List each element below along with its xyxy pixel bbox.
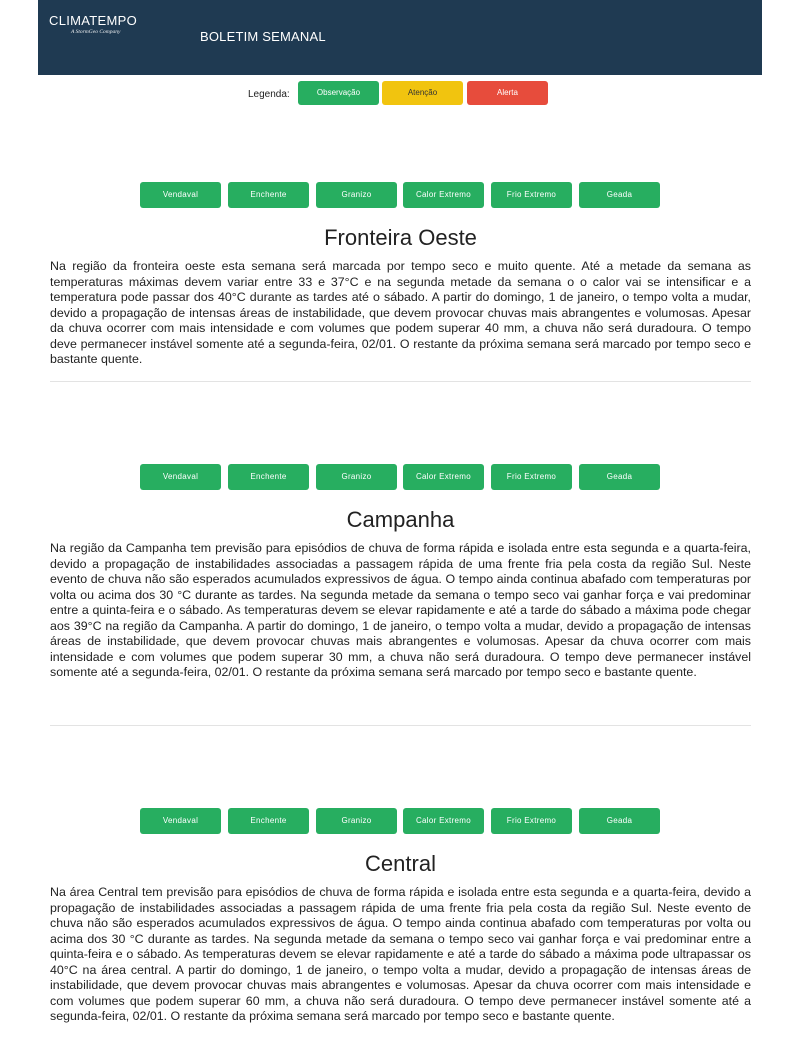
region-text: Na região da fronteira oeste esta semana será marcada por tempo seco e muito quente. Até a metade da semana as temperaturas máximas devem variar entre 33 e 37°C e na segunda metade da semana o o calor vai se intensificar e a temperatura pode passar dos 40°C durante as tardes até o sábado. A partir do domingo, 1 de janeiro, o tempo volta a mudar, devido a propagação de intensas áreas de instabilidade, que devem provocar chuvas mais abrangentes e volumosas. Apesar da chuva ocorrer com mais intensidade e com volumes que podem superar 40 mm, a chuva não será duradoura. O tempo deve permanecer instável somente até a segunda-feira, 02/01. O restante da próxima semana será marcado por tempo seco e bastante quente. xyxy=(50,259,751,366)
logo-text: CLIMATEMPO xyxy=(49,13,137,28)
frio-extremo-button[interactable]: Frio Extremo xyxy=(491,808,572,834)
calor-extremo-button[interactable]: Calor Extremo xyxy=(403,464,484,490)
logo-subtext: A StormGeo Company xyxy=(71,29,121,35)
frio-extremo-button[interactable]: Frio Extremo xyxy=(491,182,572,208)
region-text: Na região da Campanha tem previsão para episódios de chuva de forma rápida e isolada entre esta segunda e a quarta-feira, devido a propagação de instabilidades associadas a passagem rápida de uma frente fria pela costa da região Sul. Neste evento de chuva não são esperados acumulados expressivos de água. O tempo ainda continua abafado com temperaturas por volta ou acima dos 30 °C durante as tardes. Na segunda metade da semana o tempo seco vai ganhar força e vai predominar entre a quinta-feira e o sábado. As temperaturas devem se elevar rapidamente e até a tarde do sábado a máxima pode chegar aos 39°C na região da Campanha. A partir do domingo, 1 de janeiro, o tempo volta a mudar, devido a propagação de intensas áreas de instabilidade, que devem provocar chuvas mais abrangentes e volumosas. Apesar da chuva ocorrer com mais intensidade e com volumes que podem superar 30 mm, a chuva não será duradoura. O tempo deve permanecer instável somente até a segunda-feira, 02/01. O restante da próxima semana será marcado por tempo seco e bastante quente. xyxy=(50,541,751,679)
enchente-button[interactable]: Enchente xyxy=(228,464,309,490)
legend xyxy=(0,81,801,105)
climatempo-logo[interactable] xyxy=(49,14,137,35)
frio-extremo-button[interactable]: Frio Extremo xyxy=(491,464,572,490)
legend-label: Legenda: xyxy=(248,89,290,100)
page-title: BOLETIM SEMANAL xyxy=(200,29,326,44)
vendaval-button[interactable]: Vendaval xyxy=(140,464,221,490)
section-divider xyxy=(50,381,751,382)
region-title: Campanha xyxy=(346,507,455,532)
legend-atencao-badge: Atenção xyxy=(382,81,463,105)
page-header xyxy=(38,0,762,75)
hazard-button-row xyxy=(140,464,660,490)
hazard-button-row xyxy=(140,182,660,208)
geada-button[interactable]: Geada xyxy=(579,464,660,490)
granizo-button[interactable]: Granizo xyxy=(316,808,397,834)
geada-button[interactable]: Geada xyxy=(579,808,660,834)
legend-alerta-badge: Alerta xyxy=(467,81,548,105)
region-text: Na área Central tem previsão para episódios de chuva de forma rápida e isolada entre esta segunda e a quarta-feira, devido a propagação de instabilidades associadas a passagem rápida de uma frente fria pela costa da região Sul. Neste evento de chuva não são esperados acumulados expressivos de água. O tempo ainda continua abafado com temperaturas por volta ou acima dos 30 °C durante as tardes. Na segunda metade da semana o tempo seco vai ganhar força e vai predominar entre a quinta-feira e o sábado. As temperaturas devem se elevar rapidamente e até a tarde do sábado a máxima pode ultrapassar os 40°C na área central. A partir do domingo, 1 de janeiro, o tempo volta a mudar, devido a propagação de intensas áreas de instabilidade, que devem provocar chuvas mais abrangentes e volumosas. Apesar da chuva ocorrer com mais intensidade e com volumes que podem superar 60 mm, a chuva não será duradoura. O tempo deve permanecer instável somente até a segunda-feira, 02/01. O restante da próxima semana será marcado por tempo seco e bastante quente. xyxy=(50,885,751,1023)
geada-button[interactable]: Geada xyxy=(579,182,660,208)
vendaval-button[interactable]: Vendaval xyxy=(140,182,221,208)
granizo-button[interactable]: Granizo xyxy=(316,464,397,490)
legend-observacao-badge: Observação xyxy=(298,81,379,105)
enchente-button[interactable]: Enchente xyxy=(228,808,309,834)
vendaval-button[interactable]: Vendaval xyxy=(140,808,221,834)
region-title: Central xyxy=(365,851,436,876)
enchente-button[interactable]: Enchente xyxy=(228,182,309,208)
calor-extremo-button[interactable]: Calor Extremo xyxy=(403,182,484,208)
section-divider xyxy=(50,725,751,726)
hazard-button-row xyxy=(140,808,660,834)
region-title: Fronteira Oeste xyxy=(324,225,477,250)
calor-extremo-button[interactable]: Calor Extremo xyxy=(403,808,484,834)
granizo-button[interactable]: Granizo xyxy=(316,182,397,208)
